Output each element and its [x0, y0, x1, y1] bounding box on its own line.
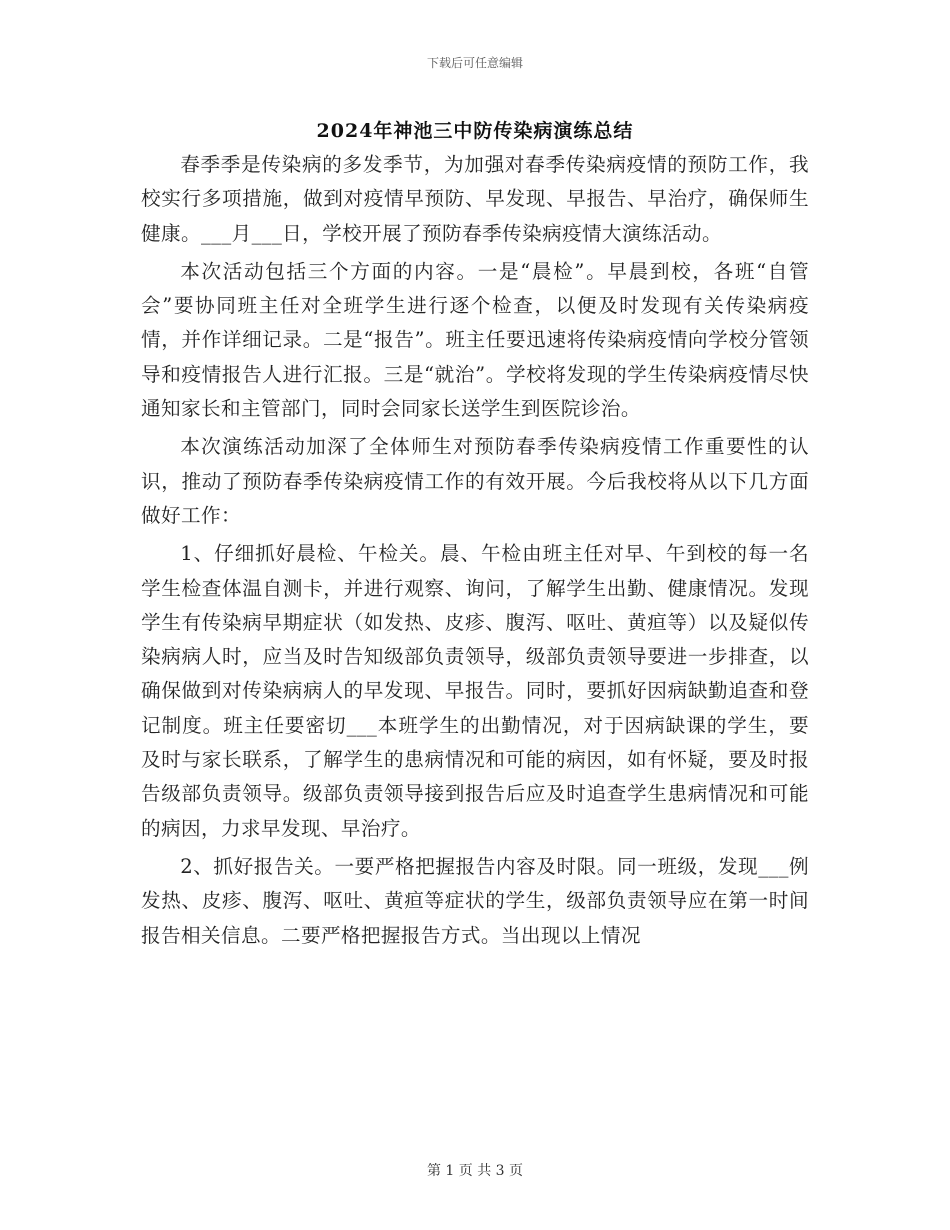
paragraph-item-2: 2、抓好报告关。一要严格把握报告内容及时限。同一班级，发现___例发热、皮疹、腹泻、呕吐、黄疸等症状的学生，级部负责领导应在第一时间报告相关信息。二要严格把握报告方式。当出现以上情况 [141, 854, 809, 947]
paragraph-item-1: 1、仔细抓好晨检、午检关。晨、午检由班主任对早、午到校的每一名学生检查体温自测卡，并进行观察、询问，了解学生出勤、健康情况。发现学生有传染病早期症状（如发热、皮疹、腹泻、呕吐、黄疸等）以及疑似传染病病人时，应当及时告知级部负责领导，级部负责领导要进一步排查，以确保做到对传染病病人的早发现、早报告。同时，要抓好因病缺勤追查和登记制度。班主任要密切___本班学生的出勤情况，对于因病缺课的学生，要及时与家长联系，了解学生的患病情况和可能的病因，如有怀疑，要及时报告级部负责领导。级部负责领导接到报告后应及时追查学生患病情况和可能的病因，力求早发现、早治疗。 [141, 542, 809, 840]
paragraph-intro: 春季季是传染病的多发季节，为加强对春季传染病疫情的预防工作，我校实行多项措施，做到对疫情早预防、早发现、早报告、早治疗，确保师生健康。___月___日，学校开展了预防春季传染病疫情大演练活动。 [141, 153, 809, 245]
paragraph-activity-content: 本次活动包括三个方面的内容。一是“晨检”。早晨到校，各班“自管会”要协同班主任对全班学生进行逐个检查，以便及时发现有关传染病疫情，并作详细记录。二是“报告”。班主任要迅速将传染病疫情向学校分管领导和疫情报告人进行汇报。三是“就治”。学校将发现的学生传染病疫情尽快通知家长和主管部门，同时会同家长送学生到医院诊治。 [141, 259, 809, 421]
page-number: 第 1 页 共 3 页 [426, 1163, 524, 1179]
page-header-note: 下载后可任意编辑 [426, 56, 523, 70]
paragraph-outcome: 本次演练活动加深了全体师生对预防春季传染病疫情工作重要性的认识，推动了预防春季传染病疫情工作的有效开展。今后我校将从以下几方面做好工作： [141, 435, 809, 527]
document-body [141, 148, 809, 957]
document-title: 2024年神池三中防传染病演练总结 [316, 120, 634, 142]
